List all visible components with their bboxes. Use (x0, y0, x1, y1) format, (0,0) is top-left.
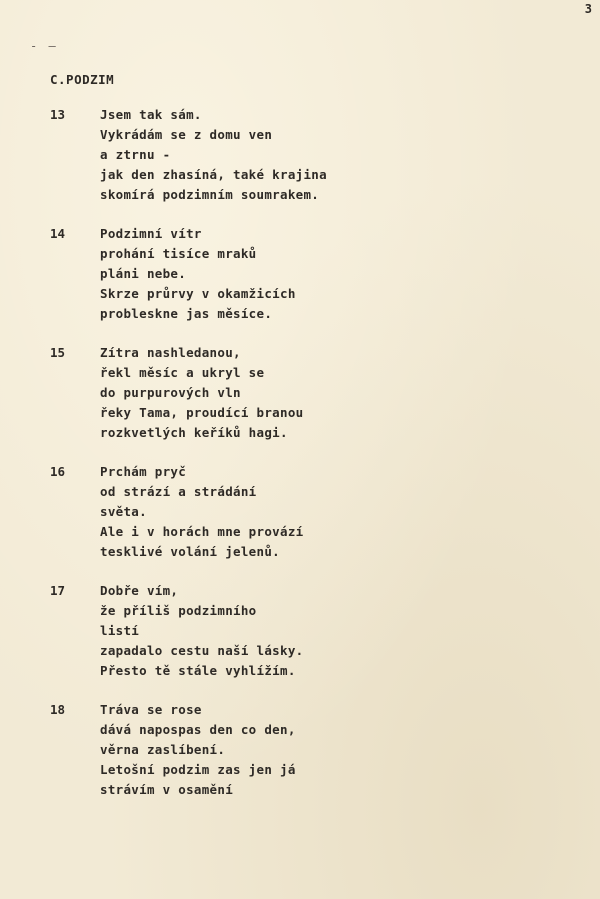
poem-line: Dobře vím, (100, 583, 179, 598)
poem-line: Přesto tě stále vyhlížím. (100, 663, 296, 678)
poem-line: jak den zhasíná, také krajina (100, 167, 327, 182)
poem-line: pláni nebe. (100, 266, 187, 281)
poem-line: Podzimní vítr (100, 226, 202, 241)
poem-line: tesklivé volání jelenů. (100, 544, 280, 559)
poem-line: Jsem tak sám. (100, 107, 202, 122)
page-number: 3 (584, 2, 592, 16)
stanza-number: 14 (50, 226, 66, 241)
poem-line: věrna zaslíbení. (100, 742, 226, 757)
poem-line: Ale i v horách mne provází (100, 524, 304, 539)
stanza-number: 16 (50, 464, 66, 479)
poem-line: listí (100, 623, 140, 638)
poem-line: a ztrnu - (100, 147, 171, 162)
poem-line: probleskne jas měsíce. (100, 306, 273, 321)
poem-line: Letošní podzim zas jen já (100, 762, 296, 777)
poem-line: prohání tisíce mraků (100, 246, 257, 261)
stanza-lines (100, 226, 296, 326)
poem-line: od strází a strádání (100, 484, 257, 499)
poem-line: rozkvetlých keříků hagi. (100, 425, 288, 440)
poem-line: světa. (100, 504, 147, 519)
poem-line: Vykrádám se z domu ven (100, 127, 273, 142)
poem-line: Zítra nashledanou, (100, 345, 241, 360)
stanza-lines (100, 583, 303, 683)
stanza-lines (100, 464, 303, 564)
stanza-lines (100, 345, 303, 445)
stanza-number: 17 (50, 583, 66, 598)
poem-line: řekl měsíc a ukryl se (100, 365, 265, 380)
pencil-mark: ‐ ‒ (30, 39, 58, 53)
stanza-number: 18 (50, 702, 66, 717)
poem-line: Tráva se rose (100, 702, 202, 717)
poem-line: že příliš podzimního (100, 603, 257, 618)
poem-line: dává napospas den co den, (100, 722, 296, 737)
poem-line: Skrze průrvy v okamžicích (100, 286, 296, 301)
poem-line: Prchám pryč (100, 464, 187, 479)
poem-line: do purpurových vln (100, 385, 241, 400)
poem-line: skomírá podzimním soumrakem. (100, 187, 320, 202)
stanza-number: 15 (50, 345, 66, 360)
stanza-lines (100, 107, 327, 207)
poem-line: zapadalo cestu naší lásky. (100, 643, 304, 658)
stanza-lines (100, 702, 296, 802)
poem-line: strávím v osamění (100, 782, 234, 797)
stanza-number: 13 (50, 107, 66, 122)
section-title: C.PODZIM (50, 72, 115, 87)
poem-line: řeky Tama, proudící branou (100, 405, 304, 420)
